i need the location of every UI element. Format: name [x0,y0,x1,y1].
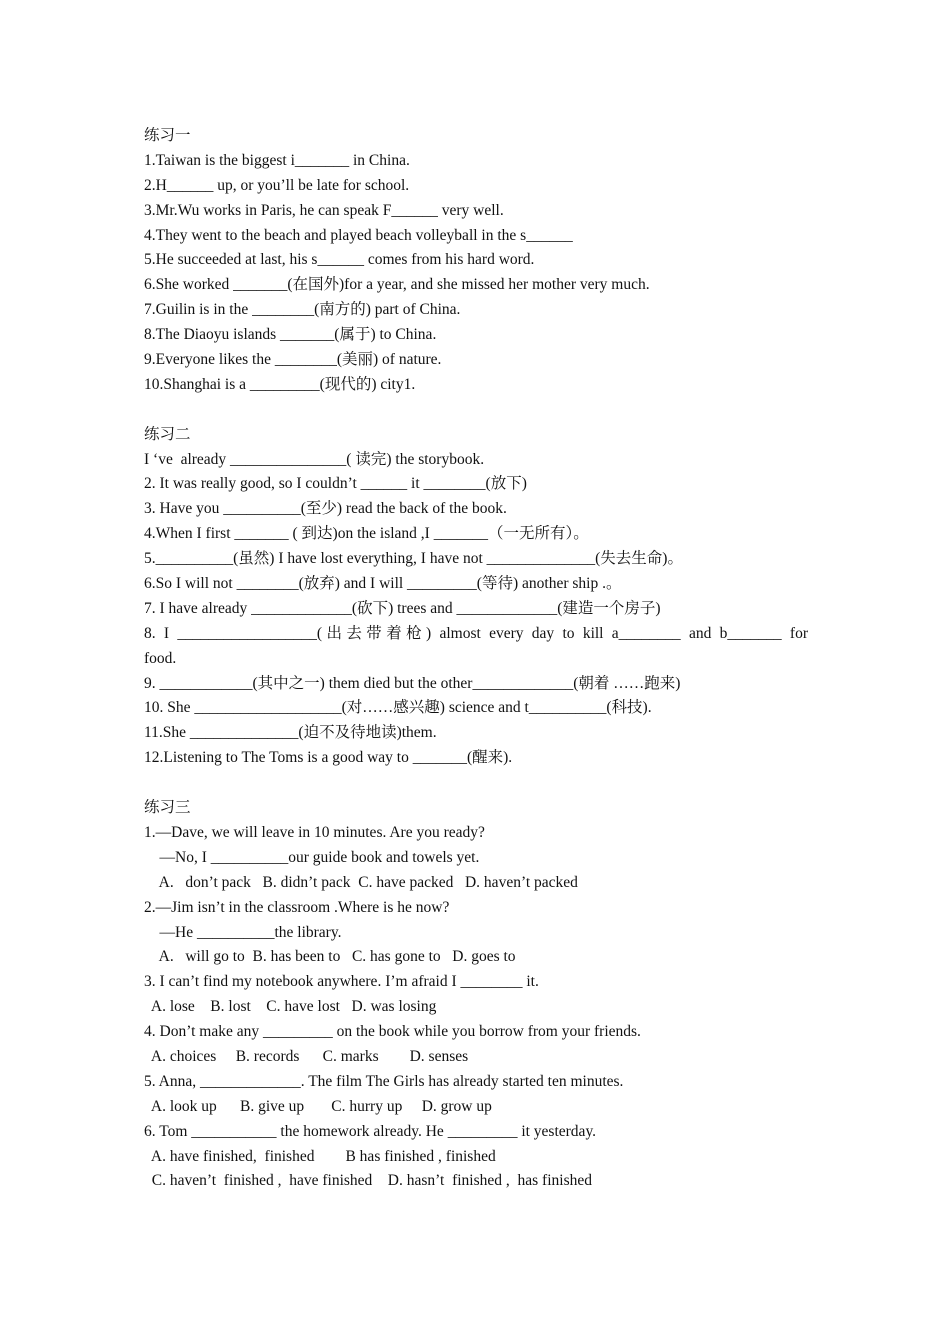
question-line: 2.H______ up, or you’ll be late for school. [144,176,410,194]
question-line: 4.When I first _______ ( 到达)on the island ,I _______（一无所有）。 [144,525,589,543]
question-line: 8.The Diaoyu islands _______(属于) to China. [144,326,437,344]
spacer [144,398,808,423]
options-line: C. haven’t finished , have finished D. hasn’t finished , has finished [144,1172,592,1190]
question-line: 5.__________(虽然) I have lost everything, I have not ______________(失去生命)。 [144,550,683,568]
question-line: 5. Anna, _____________. The film The Girls has already started ten minutes. [144,1072,624,1090]
question-line: 7.Guilin is in the ________(南方的) part of China. [144,301,461,319]
question-line: 2.—Jim isn’t in the classroom .Where is he now? [144,898,450,916]
question-line: 10. She ___________________(对……感兴趣) science and t__________(科技). [144,699,652,717]
answer-line: —He __________the library. [144,923,342,941]
question-line: 7. I have already _____________(砍下) trees and _____________(建造一个房子) [144,599,661,617]
options-line: A. don’t pack B. didn’t pack C. have packed D. haven’t packed [144,873,578,891]
question-line: 3. Have you __________(至少) read the back of the book. [144,500,507,518]
section-exercise-1 [144,124,808,398]
question-line: 6. Tom ___________ the homework already. He _________ it yesterday. [144,1122,597,1140]
question-line: 9.Everyone likes the ________(美丽) of nature. [144,351,442,369]
question-line: 4.They went to the beach and played beach volleyball in the s______ [144,226,573,244]
question-line: 4. Don’t make any _________ on the book while you borrow from your friends. [144,1023,641,1041]
options-line: A. have finished, finished B has finished , finished [144,1147,496,1165]
question-line: 3. I can’t find my notebook anywhere. I’m afraid I ________ it. [144,973,539,991]
section-heading: 练习三 [144,799,191,817]
question-line: 11.She ______________(迫不及待地读)them. [144,724,437,742]
question-line: 1.—Dave, we will leave in 10 minutes. Are you ready? [144,823,485,841]
question-line: 1.Taiwan is the biggest i_______ in China. [144,151,410,169]
options-line: A. will go to B. has been to C. has gone to D. goes to [144,948,516,966]
question-line: 10.Shanghai is a _________(现代的) city1. [144,375,416,393]
question-line: 2. It was really good, so I couldn’t ______ it ________(放下) [144,475,527,493]
section-heading: 练习一 [144,127,191,144]
answer-line: —No, I __________our guide book and towels yet. [144,848,480,866]
options-line: A. lose B. lost C. have lost D. was losing [144,998,437,1016]
section-exercise-3 [144,796,808,1194]
options-line: A. look up B. give up C. hurry up D. grow up [144,1097,492,1115]
options-line: A. choices B. records C. marks D. senses [144,1047,469,1065]
question-line: 6.So I will not ________(放弃) and I will _________(等待) another ship .。 [144,575,622,593]
section-heading: 练习二 [144,425,191,443]
question-line: I ‘ve already _______________( 读完) the storybook. [144,450,485,468]
question-line: 8. I __________________(出去带着枪) almost every day to kill a________ and b_______ for [144,624,808,642]
question-line: 3.Mr.Wu works in Paris, he can speak F______ very well. [144,201,504,219]
question-line: 5.He succeeded at last, his s______ comes from his hard word. [144,251,535,269]
question-line: 12.Listening to The Toms is a good way to _______(醒来). [144,749,513,767]
spacer [144,771,808,796]
question-line: food. [144,649,177,667]
section-exercise-2 [144,423,808,771]
question-line: 9. ____________(其中之一) them died but the other_____________(朝着 ……跑来) [144,674,681,692]
document-page [144,124,808,1194]
question-line: 6.She worked _______(在国外)for a year, and she missed her mother very much. [144,276,650,294]
